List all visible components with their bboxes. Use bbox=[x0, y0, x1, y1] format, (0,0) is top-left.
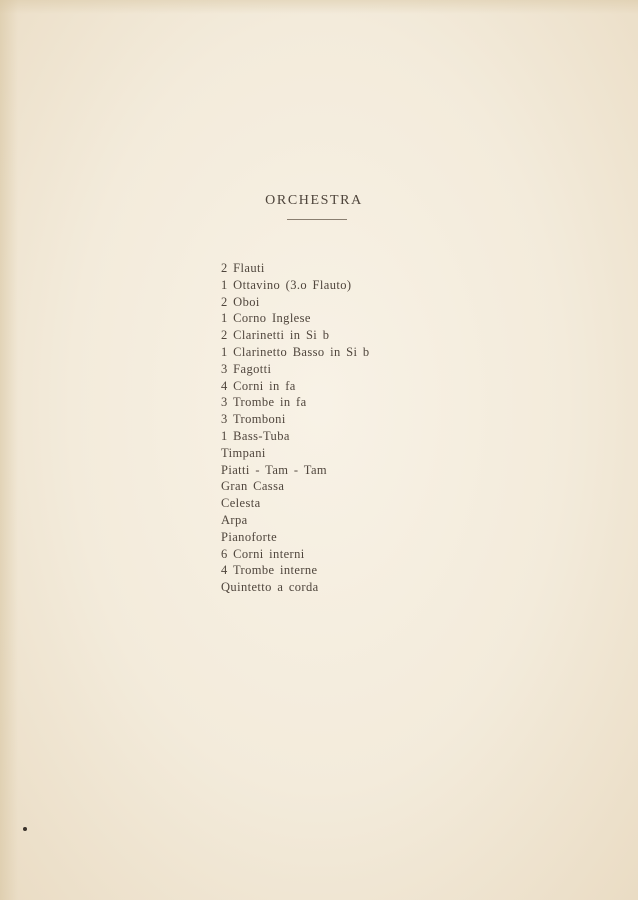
instrument-item: Celesta bbox=[221, 496, 261, 511]
instrument-item: 1 Bass-Tuba bbox=[221, 428, 290, 443]
instrument-item: 2 Flauti bbox=[221, 261, 265, 275]
instrument-list bbox=[221, 260, 370, 596]
instrument-item: 3 Tromboni bbox=[221, 412, 286, 427]
instrument-item: Quintetto a corda bbox=[221, 580, 319, 595]
instrument-item: Pianoforte bbox=[221, 529, 278, 544]
page-title: ORCHESTRA bbox=[265, 193, 363, 208]
instrument-item: 1 Clarinetto Basso in Si b bbox=[221, 344, 370, 359]
instrument-item: 1 Ottavino (3.o Flauto) bbox=[221, 277, 352, 292]
instrument-item: 4 Trombe interne bbox=[221, 563, 318, 578]
instrument-item: 1 Corno Inglese bbox=[221, 311, 311, 326]
page-edge-shadow-top bbox=[0, 0, 638, 14]
ink-speck bbox=[23, 827, 27, 831]
instrument-item: 6 Corni interni bbox=[221, 546, 305, 561]
title-underline bbox=[287, 219, 347, 220]
instrument-item: 4 Corni in fa bbox=[221, 378, 296, 393]
instrument-item: Gran Cassa bbox=[221, 479, 285, 494]
instrument-item: Timpani bbox=[221, 445, 266, 460]
instrument-item: 3 Fagotti bbox=[221, 361, 272, 376]
page-edge-shadow-left bbox=[0, 0, 18, 900]
instrument-item: Arpa bbox=[221, 512, 248, 527]
instrument-item: 2 Clarinetti in Si b bbox=[221, 328, 330, 343]
instrument-item: 2 Oboi bbox=[221, 294, 260, 309]
instrument-item: Piatti - Tam - Tam bbox=[221, 462, 328, 477]
instrument-item: 3 Trombe in fa bbox=[221, 395, 307, 410]
